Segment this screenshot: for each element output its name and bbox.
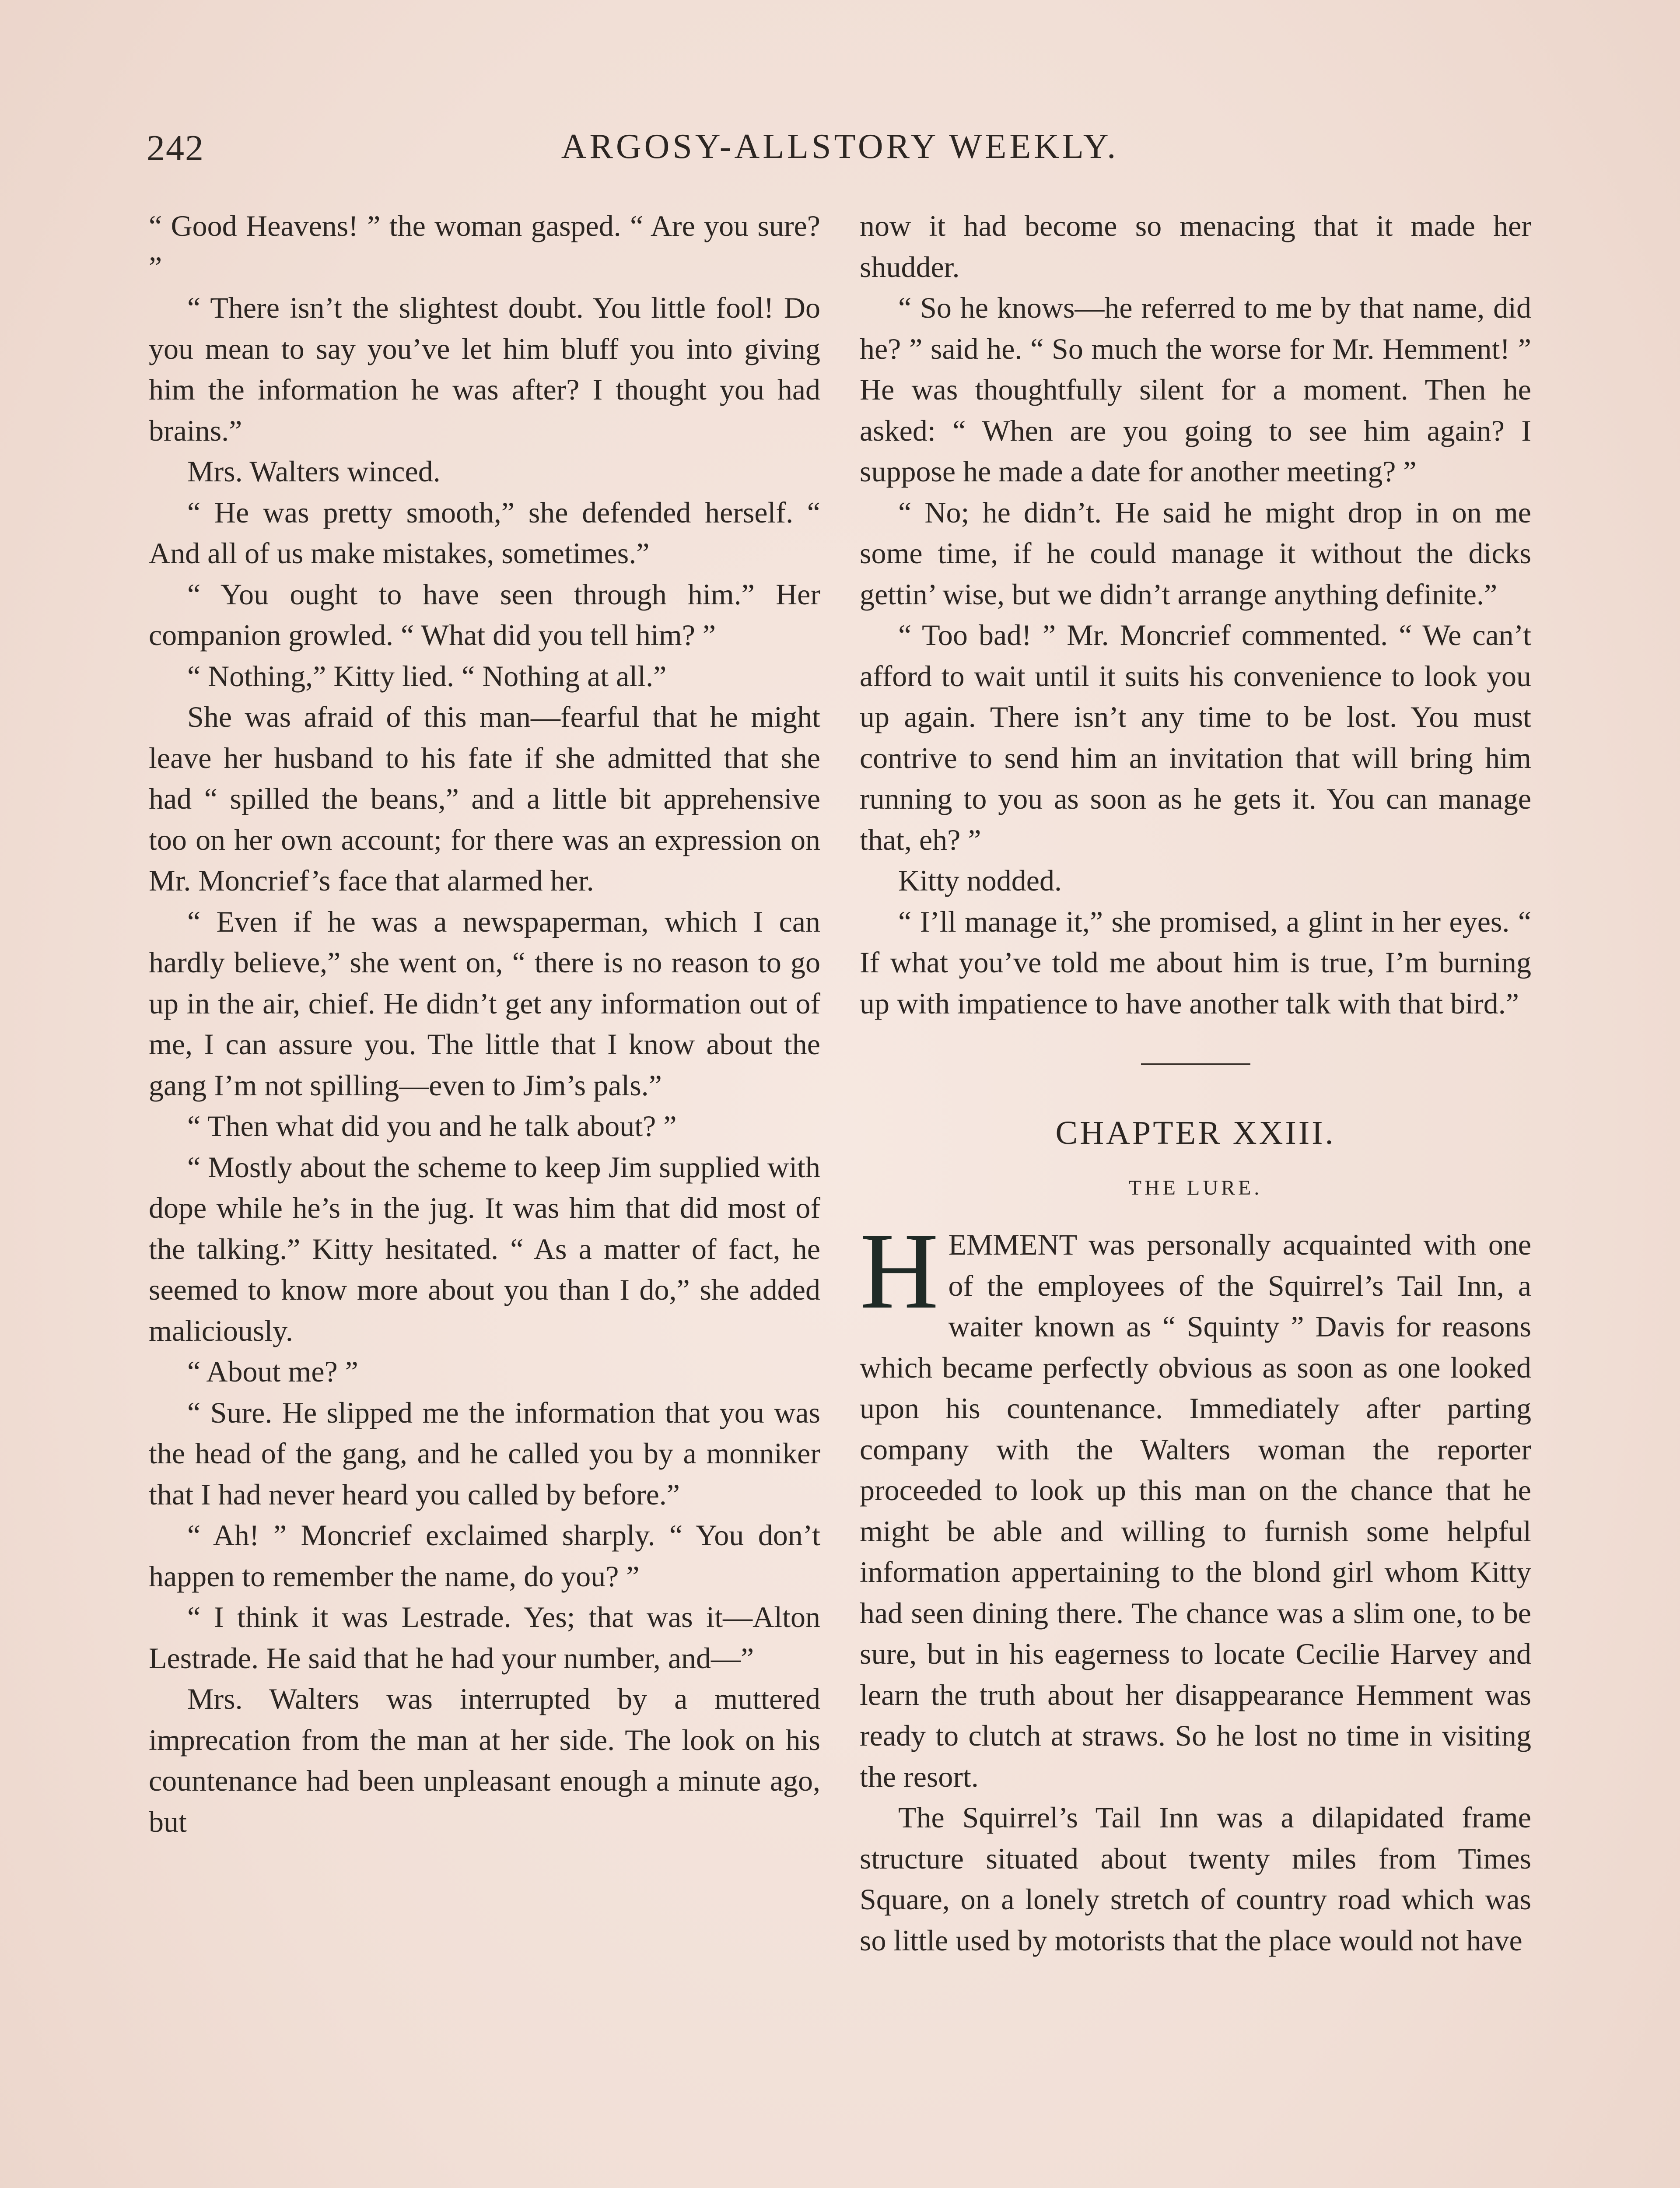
page-number: 242 — [147, 128, 204, 168]
chapter-opening-paragraph — [860, 1210, 1531, 1797]
paragraph: “ He was pretty smooth,” she defended herself. “ And all of us make mistakes, sometimes.” — [149, 495, 820, 570]
paragraph: Mrs. Walters winced. — [187, 455, 441, 488]
paragraph: “ Then what did you and he talk about? ” — [187, 1109, 677, 1143]
paragraph: “ I’ll manage it,” she promised, a glint in her eyes. “ If what you’ve told me about him is true, I’m burning up with impatience to have another talk with that bird.” — [860, 905, 1531, 1020]
paragraph: “ You ought to have seen through him.” Her companion growled. “ What did you tell him? ” — [149, 577, 820, 652]
continued-paragraph: now it had become so menacing that it made her shudder. — [860, 209, 1531, 284]
paragraph: “ There isn’t the slightest doubt. You little fool! Do you mean to say you’ve let him bluff you into giving him the information he was after? I thought you had brains.” — [149, 291, 820, 447]
paragraph: “ Ah! ” Moncrief exclaimed sharply. “ You don’t happen to remember the name, do you? ” — [149, 1518, 820, 1593]
paragraph: “ Nothing,” Kitty lied. “ Nothing at all.” — [187, 659, 667, 693]
section-divider — [1141, 1063, 1250, 1065]
chapter-title: CHAPTER XXIII. — [1055, 1115, 1336, 1151]
opening-text: EMMENT was personally acquainted with one of the employees of the Squirrel’s Tail Inn, a waiter known as “ Squinty ” Davis for reasons which became perfectly obvious as soon as one looked upon his countenance. Immediately after parting company with the Walters woman the reporter proceeded to look up this man on the chance that he might be able and willing to furnish some helpful information appertaining to the blond girl whom Kitty had seen dining there. The chance was a slim one, to be sure, but in his eagerness to locate Cecilie Harvey and learn the truth about her disappearance Hemment was ready to clutch at straws. So he lost no time in visiting the resort. — [860, 1228, 1531, 1793]
paragraph: Kitty nodded. — [898, 864, 1062, 897]
paragraph: “ I think it was Lestrade. Yes; that was it—Alton Lestrade. He said that he had your number, and—” — [149, 1600, 820, 1675]
paragraph: “ Mostly about the scheme to keep Jim supplied with dope while he’s in the jug. It was him that did most of the talking.” Kitty hesitated. “ As a matter of fact, he seemed to know more about you than I do,” she added maliciously. — [149, 1150, 820, 1347]
paragraph: The Squirrel’s Tail Inn was a dilapidated frame structure situated about twenty miles from Times Square, on a lonely stretch of country road which was so little used by motorists that the place would not have — [860, 1801, 1531, 1957]
left-column — [149, 206, 820, 1842]
paragraph: “ Too bad! ” Mr. Moncrief commented. “ We can’t afford to wait until it suits his convenience to look you up again. There isn’t any time to be lost. You must contrive to send him an invitation that will bring him running to you as soon as he gets it. You can manage that, eh? ” — [860, 618, 1531, 856]
paragraph: Mrs. Walters was interrupted by a muttered imprecation from the man at her side. The look on his countenance had been unpleasant enough a minute ago, but — [149, 1682, 820, 1838]
paragraph: “ Sure. He slipped me the information that you was the head of the gang, and he called you by a monniker that I had never heard you called by before.” — [149, 1396, 820, 1511]
paragraph: She was afraid of this man—fearful that he might leave her husband to his fate if she admitted that she had “ spilled the beans,” and a little bit apprehensive too on her own account; for there was an expression on Mr. Moncrief’s face that alarmed her. — [149, 700, 820, 897]
paragraph: “ Even if he was a newspaperman, which I can hardly believe,” she went on, “ there is no reason to go up in the air, chief. He didn’t get any information out of me, I can assure you. The little that I know about the gang I’m not spilling—even to Jim’s pals.” — [149, 905, 820, 1102]
page-header — [147, 127, 1533, 179]
drop-cap: H — [860, 1210, 939, 1332]
paragraph: “ About me? ” — [187, 1355, 358, 1388]
paragraph: “ No; he didn’t. He said he might drop in on me some time, if he could manage it without the dicks gettin’ wise, but we didn’t arrange anything definite.” — [860, 495, 1531, 611]
running-head: ARGOSY-ALLSTORY WEEKLY. — [561, 127, 1119, 166]
paragraph: “ Good Heavens! ” the woman gasped. “ Are you sure? ” — [149, 209, 820, 284]
chapter-subtitle: THE LURE. — [1128, 1176, 1263, 1199]
paragraph: “ So he knows—he referred to me by that name, did he? ” said he. “ So much the worse for Mr. Hemment! ” He was thoughtfully silent for a moment. Then he asked: “ When are you going to see him again? I suppose he made a date for another meeting? ” — [860, 291, 1531, 488]
right-column — [860, 206, 1531, 1961]
